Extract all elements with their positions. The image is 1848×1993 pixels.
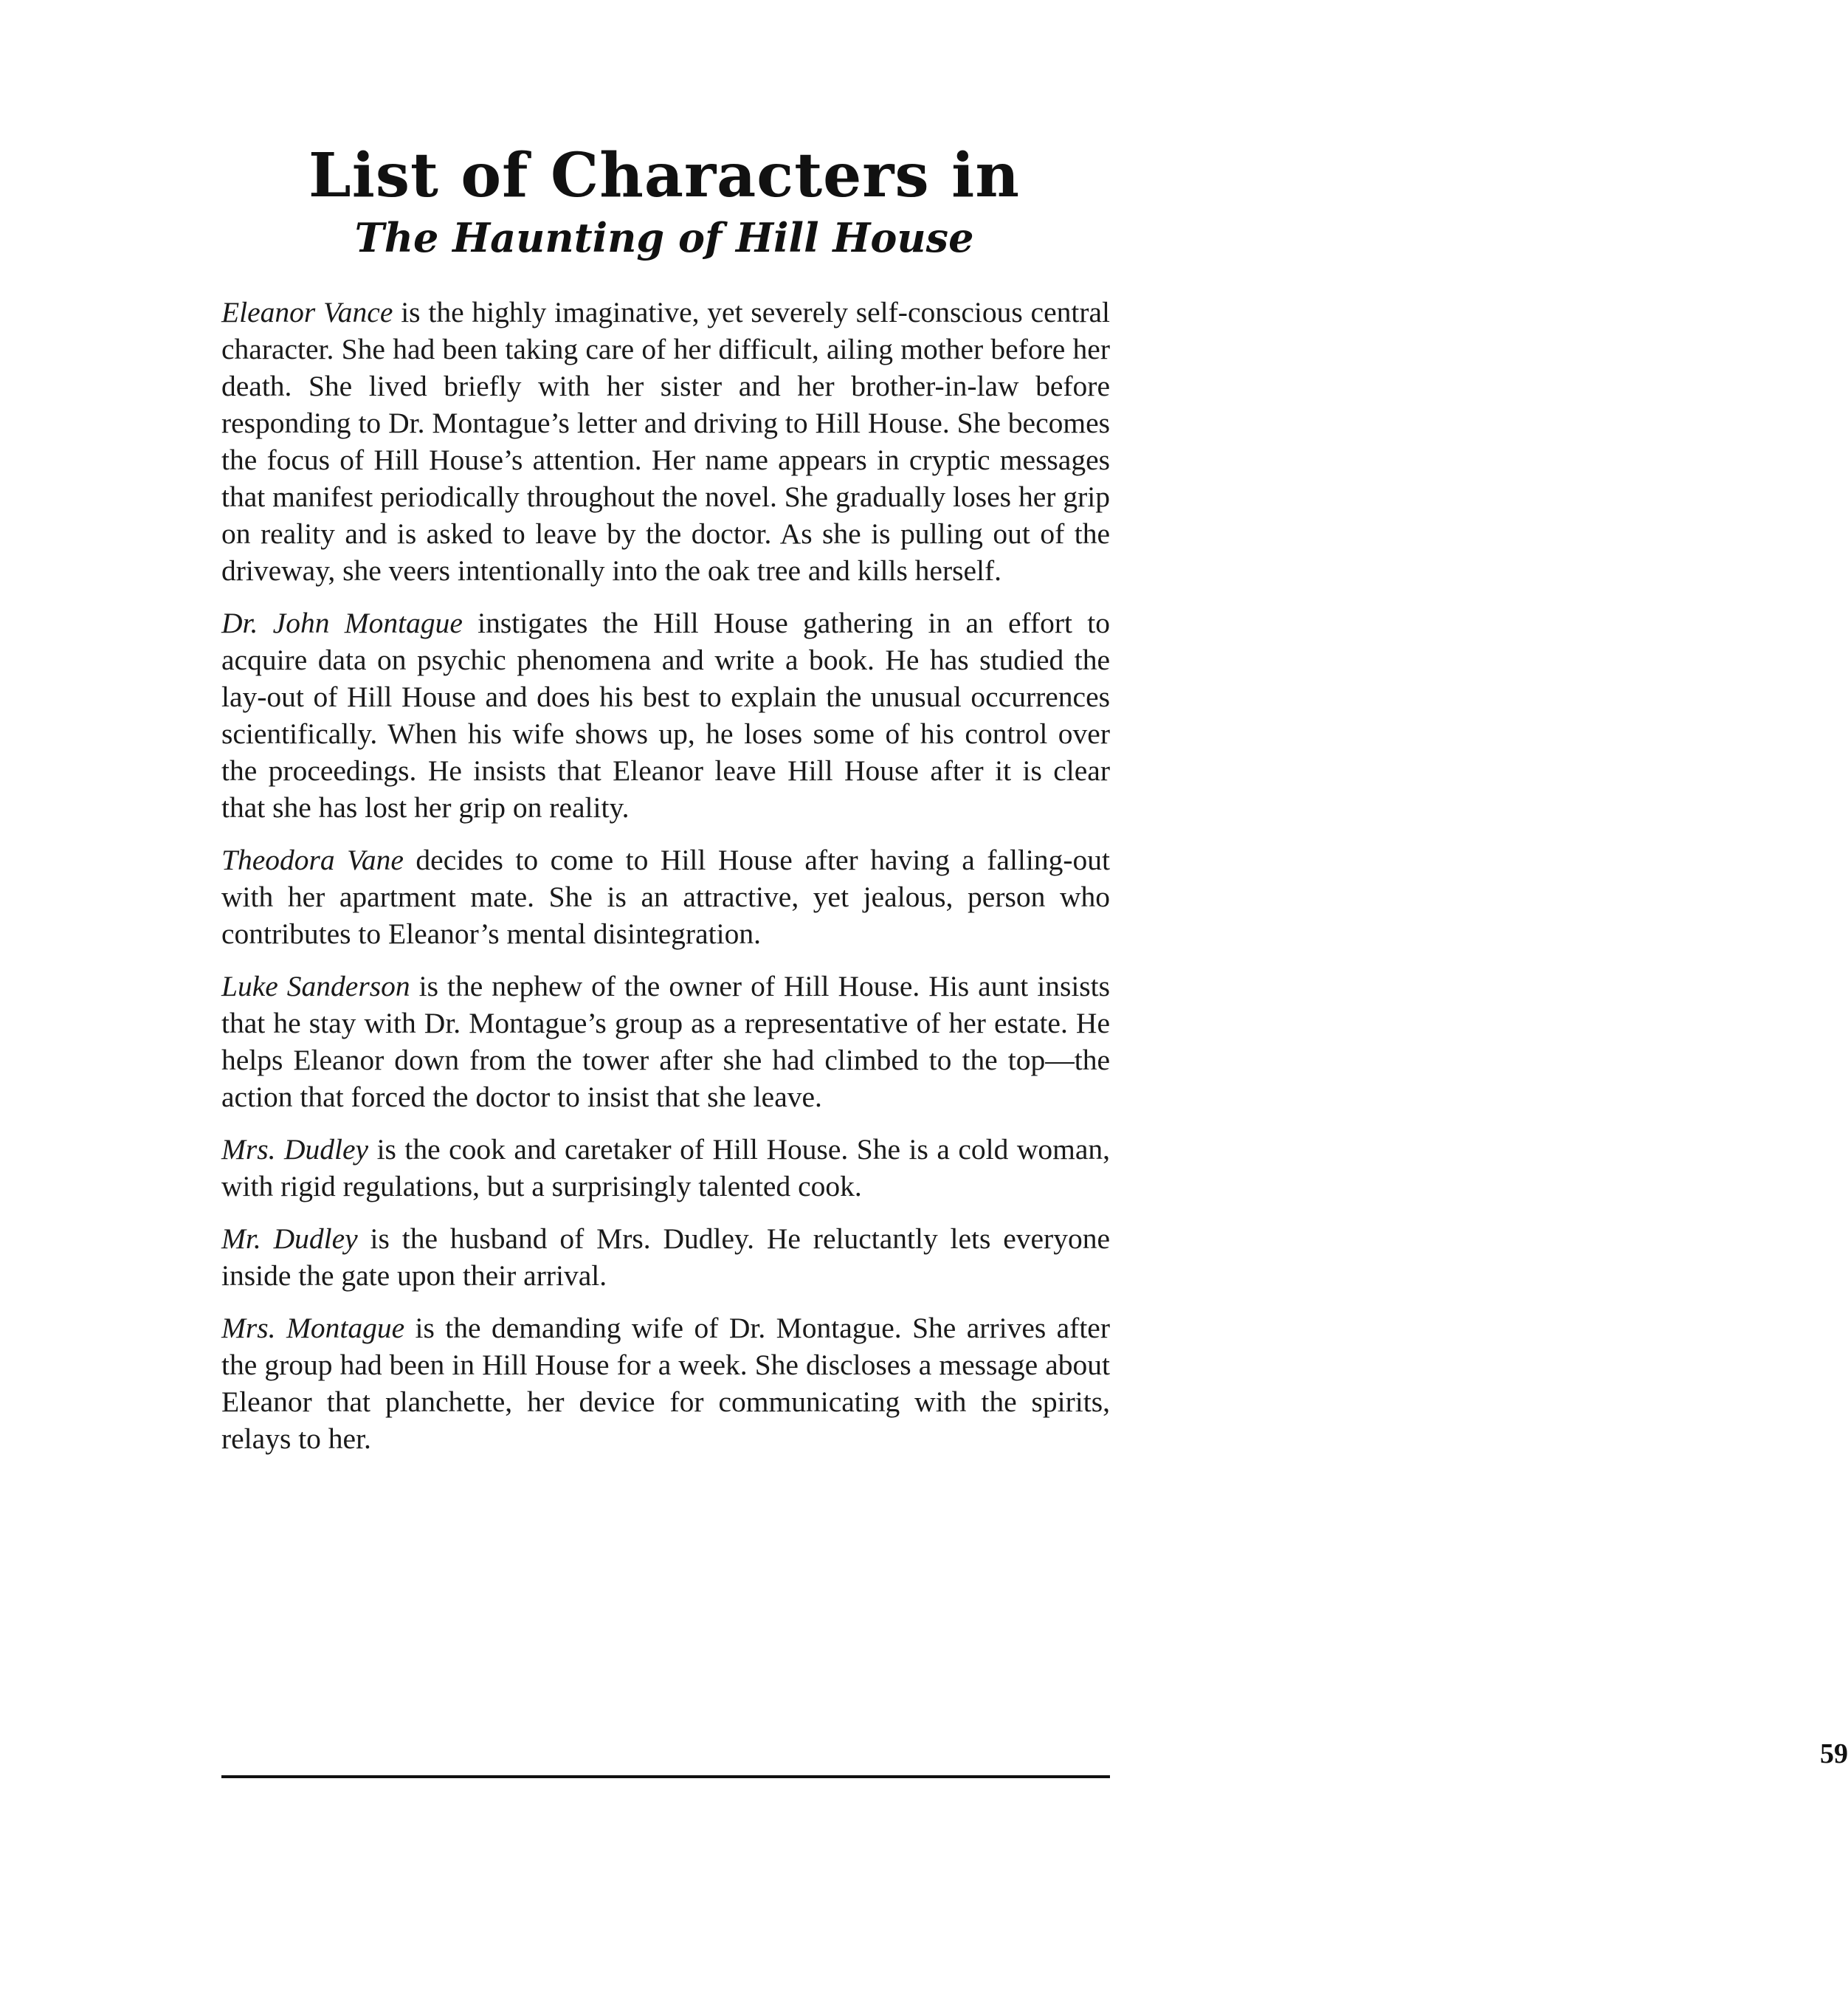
character-description: is the demanding wife of Dr. Montague. She arrives after the group had been in Hill House for a week. She discloses a message about Eleanor that planchette, her device for communicating with the spirits, relays to her. — [221, 1312, 1110, 1455]
character-name: Eleanor Vance — [221, 296, 393, 328]
character-description: is the cook and caretaker of Hill House. She is a cold woman, with rigid regulations, but a surprisingly talented cook. — [221, 1133, 1110, 1202]
character-list — [221, 294, 1110, 1473]
character-description: decides to come to Hill House after having a falling-out with her apartment mate. She is an attractive, yet jealous, person who contributes to Eleanor’s mental disintegration. — [221, 844, 1110, 950]
character-name: Theodora Vane — [221, 844, 404, 876]
character-name: Luke Sanderson — [221, 970, 410, 1002]
character-description: is the husband of Mrs. Dudley. He reluctantly lets everyone inside the gate upon their arrival. — [221, 1222, 1110, 1292]
character-entry-mrs-montague — [221, 1309, 1110, 1457]
character-entry-eleanor-vance — [221, 294, 1110, 589]
character-description: is the highly imaginative, yet severely self-conscious central character. She had been taking care of her difficult, ailing mother before her death. She lived briefly with her sister and her brother-in-law before responding to Dr. Montague’s letter and driving to Hill House. She becomes the focus of Hill House’s attention. Her name appears in cryptic messages that manifest periodically throughout the novel. She gradually loses her grip on reality and is asked to leave by the doctor. As she is pulling out of the driveway, she veers intentionally into the oak tree and kills herself. — [221, 296, 1110, 587]
character-description: is the nephew of the owner of Hill House. His aunt insists that he stay with Dr. Montague’s group as a representative of her estate. He helps Eleanor down from the tower after she had climbed to the top—the action that forced the doctor to insist that she leave. — [221, 970, 1111, 1113]
title-line-1: List of Characters in — [308, 140, 1020, 211]
title-line-2-book-title: The Haunting of Hill House — [354, 214, 974, 261]
character-name: Mr. Dudley — [221, 1222, 358, 1255]
character-entry-john-montague — [221, 605, 1110, 826]
character-name: Mrs. Montague — [221, 1312, 405, 1344]
character-name: Mrs. Dudley — [221, 1133, 369, 1166]
footer-divider — [221, 1775, 1110, 1778]
character-entry-mr-dudley — [221, 1220, 1110, 1294]
character-description: instigates the Hill House gathering in an effort to acquire data on psychic phenomena and write a book. He has studied the lay-out of Hill House and does his best to explain the unusual occurrences scientifically. When his wife shows up, he loses some of his control over the proceedings. He insists that Eleanor leave Hill House after it is clear that she has lost her grip on reality. — [221, 607, 1110, 824]
character-entry-theodora-vane — [221, 841, 1110, 952]
page-title — [221, 140, 1107, 264]
character-entry-mrs-dudley — [221, 1131, 1110, 1205]
character-name: Dr. John Montague — [221, 607, 463, 639]
character-entry-luke-sanderson — [221, 968, 1110, 1115]
page-number: 59 — [1820, 1738, 1848, 1769]
